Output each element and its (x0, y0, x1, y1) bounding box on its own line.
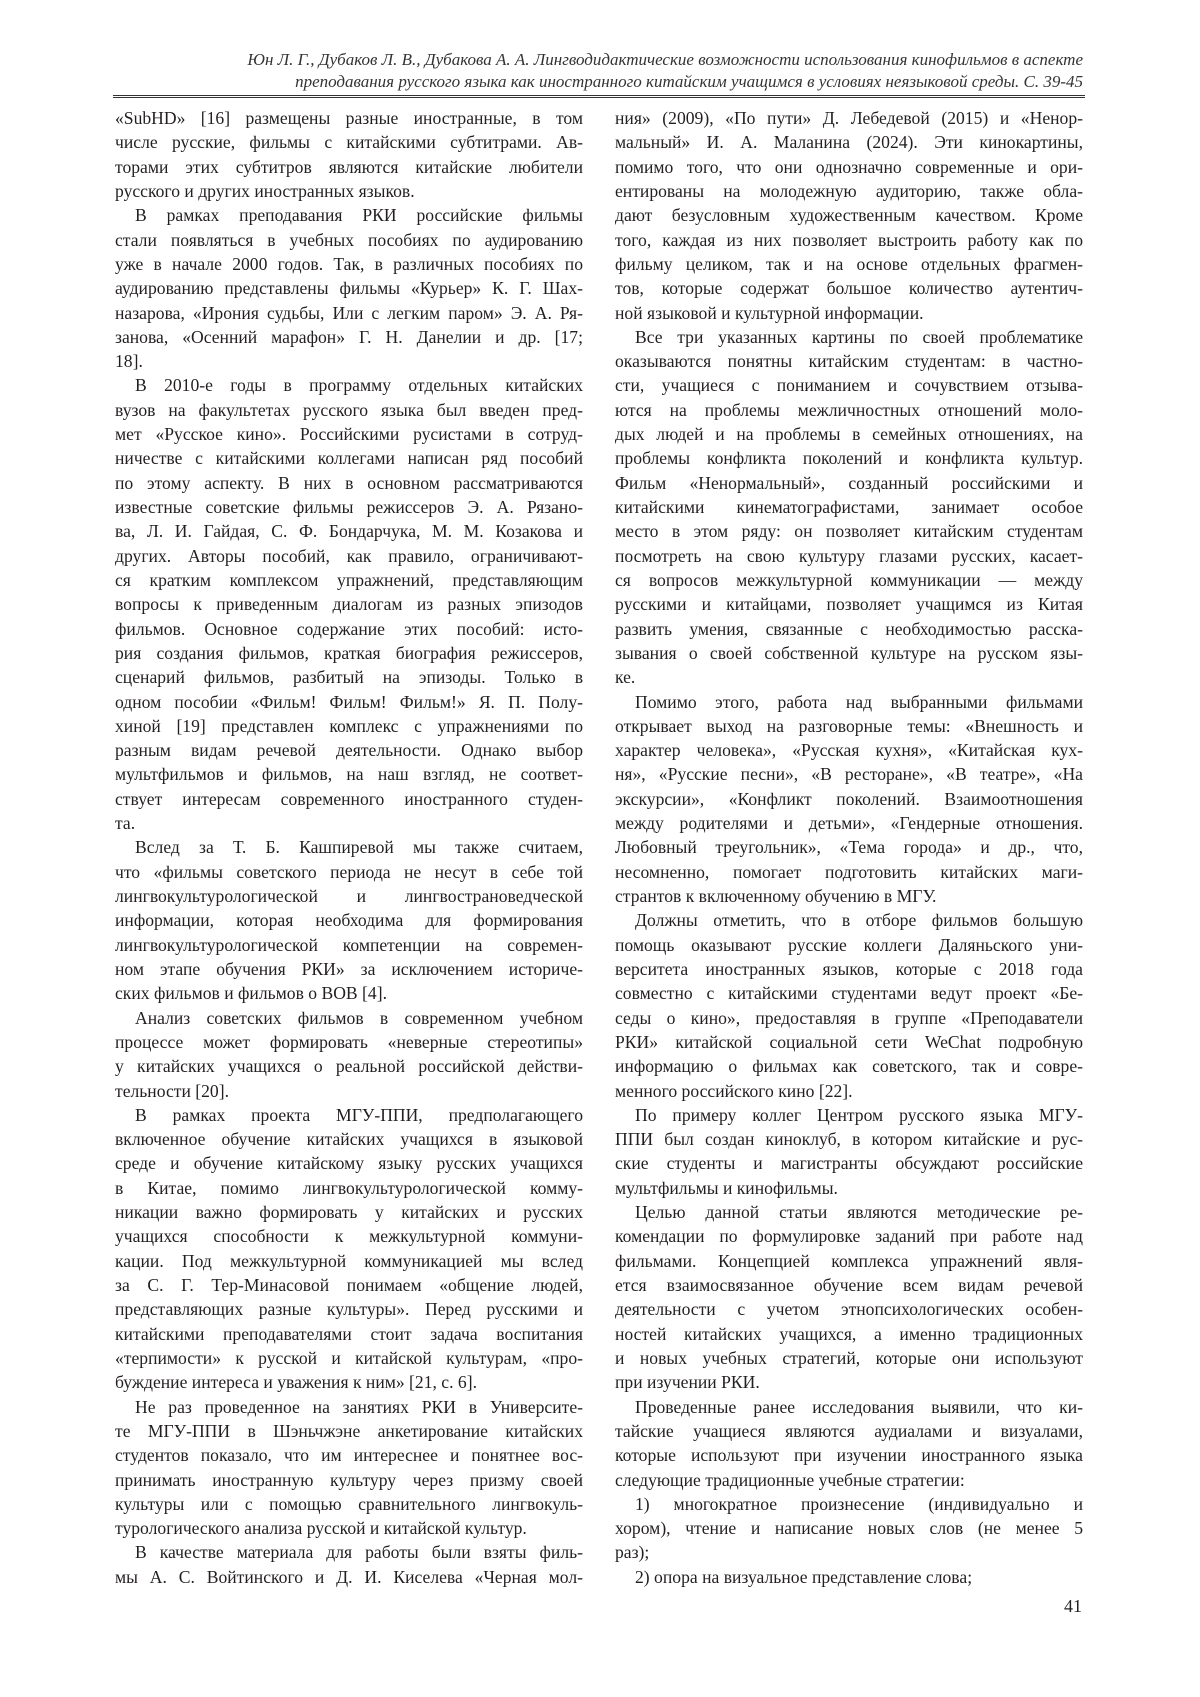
text-line: русского и других иностранных языков. (115, 179, 583, 203)
text-line: Все три указанных картины по своей проблематике (615, 325, 1083, 349)
text-line: что «фильмы советского периода не несут в себе той (115, 860, 583, 884)
text-line: ются на проблемы межличностных отношений моло- (615, 398, 1083, 422)
text-line: место в этом ряду: он позволяет китайским студентам (615, 519, 1083, 543)
text-line: числе русские, фильмы с китайскими субтитрами. Ав- (115, 130, 583, 154)
text-line: открывает выход на разговорные темы: «Внешность и (615, 714, 1083, 738)
text-line: ских фильмов и фильмов о ВОВ [4]. (115, 981, 583, 1005)
text-line: ной языковой и культурной информации. (615, 301, 1083, 325)
text-line: сценарий фильмов, разбитый на эпизоды. Только в (115, 665, 583, 689)
text-line: других. Авторы пособий, как правило, ограничивают- (115, 544, 583, 568)
text-line: тайские учащиеся являются аудиалами и визуалами, (615, 1419, 1083, 1443)
page-number: 41 (1064, 1596, 1082, 1617)
text-line: того, каждая из них позволяет выстроить работу как по (615, 228, 1083, 252)
text-line: тельности [20]. (115, 1079, 583, 1103)
text-line: учащихся способности к межкультурной коммуни- (115, 1224, 583, 1248)
text-line: мет «Русское кино». Российскими русистами в сотруд- (115, 422, 583, 446)
text-line: одном пособии «Фильм! Фильм! Фильм!» Я. П. Полу- (115, 690, 583, 714)
text-line: оказываются понятны китайским студентам: в частно- (615, 349, 1083, 373)
text-line: рия создания фильмов, краткая биография режиссеров, (115, 641, 583, 665)
text-line: В рамках проекта МГУ-ППИ, предполагающего (115, 1103, 583, 1127)
text-line: русскими и китайцами, позволяет учащимся из Китая (615, 592, 1083, 616)
text-line: проблемы конфликта поколений и конфликта культур. (615, 446, 1083, 470)
text-line: ся кратким комплексом упражнений, представляющим (115, 568, 583, 592)
text-line: тов, которые содержат большое количество аутентич- (615, 276, 1083, 300)
paragraph (615, 106, 1083, 325)
text-line: 2) опора на визуальное представление слова; (615, 1565, 1083, 1589)
text-line: и новых учебных стратегий, которые они используют (615, 1346, 1083, 1370)
text-line: Анализ советских фильмов в современном учебном (115, 1006, 583, 1030)
paragraph (115, 1395, 583, 1541)
paragraph (115, 835, 583, 1005)
text-line: между родителями и детьми», «Гендерные отношения. (615, 811, 1083, 835)
text-line: ва, Л. И. Гайдая, С. Ф. Бондарчука, М. М. Козакова и (115, 519, 583, 543)
text-line: Не раз проведенное на занятиях РКИ в Университе- (115, 1395, 583, 1419)
text-line: по этому аспекту. В них в основном рассматриваются (115, 471, 583, 495)
text-line: торами этих субтитров являются китайские любители (115, 155, 583, 179)
text-line: В 2010-е годы в программу отдельных китайских (115, 373, 583, 397)
text-line: ся вопросов межкультурной коммуникации — между (615, 568, 1083, 592)
text-line: верситета иностранных языков, которые с 2018 года (615, 957, 1083, 981)
paragraph (115, 1540, 583, 1589)
paragraph (615, 1565, 1083, 1589)
text-line: «SubHD» [16] размещены разные иностранные, в том (115, 106, 583, 130)
text-line: Вслед за Т. Б. Кашпиревой мы также считаем, (115, 835, 583, 859)
text-line: принимать иностранную культуру через призму своей (115, 1468, 583, 1492)
paragraph (615, 908, 1083, 1103)
text-line: 18]. (115, 349, 583, 373)
text-line: за С. Г. Тер-Минасовой понимаем «общение людей, (115, 1273, 583, 1297)
text-line: В качестве материала для работы были взяты филь- (115, 1540, 583, 1564)
text-line: назарова, «Ирония судьбы, Или с легким паром» Э. А. Ря- (115, 301, 583, 325)
text-line: характер человека», «Русская кухня», «Китайская кух- (615, 738, 1083, 762)
text-line: ничестве с китайскими коллегами написан ряд пособий (115, 446, 583, 470)
text-line: мальный» И. А. Маланина (2024). Эти кинокартины, (615, 130, 1083, 154)
running-header (247, 49, 1083, 93)
text-line: Должны отметить, что в отборе фильмов большую (615, 908, 1083, 932)
text-line: комендации по формулировке заданий при работе над (615, 1224, 1083, 1248)
text-line: Целью данной статьи являются методические ре- (615, 1200, 1083, 1224)
text-line: фильмами. Концепцией комплекса упражнений явля- (615, 1249, 1083, 1273)
text-line: процессе может формировать «неверные стереотипы» (115, 1030, 583, 1054)
text-line: Любовный треугольник», «Тема города» и др., что, (615, 835, 1083, 859)
text-line: посмотреть на свою культуру глазами русских, касает- (615, 544, 1083, 568)
text-line: среде и обучение китайскому языку русских учащихся (115, 1151, 583, 1175)
text-line: помимо того, что они однозначно современные и ори- (615, 155, 1083, 179)
text-line: буждение интереса и уважения к ним» [21, с. 6]. (115, 1370, 583, 1394)
text-line: кации. Под межкультурной коммуникацией мы вслед (115, 1249, 583, 1273)
text-line: стали появляться в учебных пособиях по аудированию (115, 228, 583, 252)
text-line: ППИ был создан киноклуб, в котором китайские и рус- (615, 1127, 1083, 1151)
text-line: сти, учащиеся с пониманием и сочувствием отзыва- (615, 373, 1083, 397)
text-line: Фильм «Ненормальный», созданный российскими и (615, 471, 1083, 495)
right-column (615, 106, 1083, 1589)
text-line: вопросы к приведенным диалогам из разных эпизодов (115, 592, 583, 616)
text-line: та. (115, 811, 583, 835)
text-line: в Китае, помимо лингвокультурологической комму- (115, 1176, 583, 1200)
text-line: экскурсии», «Конфликт поколений. Взаимоотношения (615, 787, 1083, 811)
paragraph (615, 1200, 1083, 1395)
text-line: зывания о своей собственной культуре на русском язы- (615, 641, 1083, 665)
paragraph (615, 690, 1083, 909)
text-line: уже в начале 2000 годов. Так, в различных пособиях по (115, 252, 583, 276)
text-line: культуры или с помощью сравнительного лингвокуль- (115, 1492, 583, 1516)
paragraph (615, 1395, 1083, 1492)
text-line: дых людей и на проблемы в семейных отношениях, на (615, 422, 1083, 446)
text-line: ентированы на молодежную аудиторию, также обла- (615, 179, 1083, 203)
text-line: турологического анализа русской и китайской культур. (115, 1516, 583, 1540)
text-line: представляющих разные культуры». Перед русскими и (115, 1297, 583, 1321)
text-line: несомненно, помогает подготовить китайских маги- (615, 860, 1083, 884)
text-line: помощь оказывают русские коллеги Даляньского уни- (615, 933, 1083, 957)
text-line: ствует интересам современного иностранного студен- (115, 787, 583, 811)
paragraph (615, 325, 1083, 690)
text-line: разным видам речевой деятельности. Однако выбор (115, 738, 583, 762)
text-line: В рамках преподавания РКИ российские фильмы (115, 203, 583, 227)
text-line: менного российского кино [22]. (615, 1079, 1083, 1103)
text-line: ния» (2009), «По пути» Д. Лебедевой (2015) и «Ненор- (615, 106, 1083, 130)
text-line: Проведенные ранее исследования выявили, что ки- (615, 1395, 1083, 1419)
text-line: ном этапе обучения РКИ» за исключением историче- (115, 957, 583, 981)
text-line: раз); (615, 1540, 1083, 1564)
text-line: у китайских учащихся о реальной российской действи- (115, 1054, 583, 1078)
text-line: занова, «Осенний марафон» Г. Н. Данелии и др. [17; (115, 325, 583, 349)
text-line: при изучении РКИ. (615, 1370, 1083, 1394)
text-line: включенное обучение китайских учащихся в языковой (115, 1127, 583, 1151)
text-line: мультфильмов и фильмов, на наш взгляд, не соответ- (115, 762, 583, 786)
left-column (115, 106, 583, 1589)
text-line: известные советские фильмы режиссеров Э. А. Рязано- (115, 495, 583, 519)
text-line: 1) многократное произнесение (индивидуально и (615, 1492, 1083, 1516)
text-line: странтов к включенному обучению в МГУ. (615, 884, 1083, 908)
text-line: мы А. С. Войтинского и Д. И. Киселева «Черная мол- (115, 1565, 583, 1589)
text-line: никации важно формировать у китайских и русских (115, 1200, 583, 1224)
text-line: вузов на факультетах русского языка был введен пред- (115, 398, 583, 422)
header-rule (113, 95, 1085, 98)
text-line: ке. (615, 665, 1083, 689)
text-line: «терпимости» к русской и китайской культурам, «про- (115, 1346, 583, 1370)
text-line: хиной [19] представлен комплекс с упражнениями по (115, 714, 583, 738)
text-line: ется взаимосвязанное обучение всем видам речевой (615, 1273, 1083, 1297)
paragraph (115, 106, 583, 203)
text-line: ня», «Русские песни», «В ресторане», «В театре», «На (615, 762, 1083, 786)
text-line: совместно с китайскими студентами ведут проект «Бе- (615, 981, 1083, 1005)
text-line: информации, которая необходима для формирования (115, 908, 583, 932)
text-line: По примеру коллег Центром русского языка МГУ- (615, 1103, 1083, 1127)
text-line: китайскими кинематографистами, занимает особое (615, 495, 1083, 519)
text-line: хором), чтение и написание новых слов (не менее 5 (615, 1516, 1083, 1540)
text-line: фильмов. Основное содержание этих пособий: исто- (115, 617, 583, 641)
text-line: китайскими преподавателями стоит задача воспитания (115, 1322, 583, 1346)
text-line: те МГУ-ППИ в Шэньчжэне анкетирование китайских (115, 1419, 583, 1443)
text-line: лингвокультурологической и лингвострановедческой (115, 884, 583, 908)
text-line: РКИ» китайской социальной сети WeChat подробную (615, 1030, 1083, 1054)
paragraph (615, 1492, 1083, 1565)
text-line: студентов показало, что им интереснее и понятнее вос- (115, 1443, 583, 1467)
text-line: аудированию представлены фильмы «Курьер» К. Г. Шах- (115, 276, 583, 300)
text-line: развить умения, связанные с необходимостью расска- (615, 617, 1083, 641)
paragraph (115, 1006, 583, 1103)
text-line: деятельности с учетом этнопсихологических особен- (615, 1297, 1083, 1321)
text-line: мультфильмы и кинофильмы. (615, 1176, 1083, 1200)
running-header-line-1: Юн Л. Г., Дубаков Л. В., Дубакова А. А. Лингводидактические возможности использования кинофильмов в аспекте (247, 49, 1083, 71)
paragraph (115, 1103, 583, 1395)
running-header-line-2: преподавания русского языка как иностранного китайским учащимся в условиях неязыковой среды. С. 39-45 (247, 71, 1083, 93)
text-line: Помимо этого, работа над выбранными фильмами (615, 690, 1083, 714)
paragraph (115, 203, 583, 373)
text-line: следующие традиционные учебные стратегии: (615, 1468, 1083, 1492)
paragraph (615, 1103, 1083, 1200)
text-line: которые используют при изучении иностранного языка (615, 1443, 1083, 1467)
paragraph (115, 373, 583, 835)
text-line: фильму целиком, так и на основе отдельных фрагмен- (615, 252, 1083, 276)
text-line: ностей китайских учащихся, а именно традиционных (615, 1322, 1083, 1346)
text-line: информацию о фильмах как советского, так и совре- (615, 1054, 1083, 1078)
text-line: дают безусловным художественным качеством. Кроме (615, 203, 1083, 227)
text-line: лингвокультурологической компетенции на современ- (115, 933, 583, 957)
text-line: ские студенты и магистранты обсуждают российские (615, 1151, 1083, 1175)
text-line: седы о кино», предоставляя в группе «Преподаватели (615, 1006, 1083, 1030)
